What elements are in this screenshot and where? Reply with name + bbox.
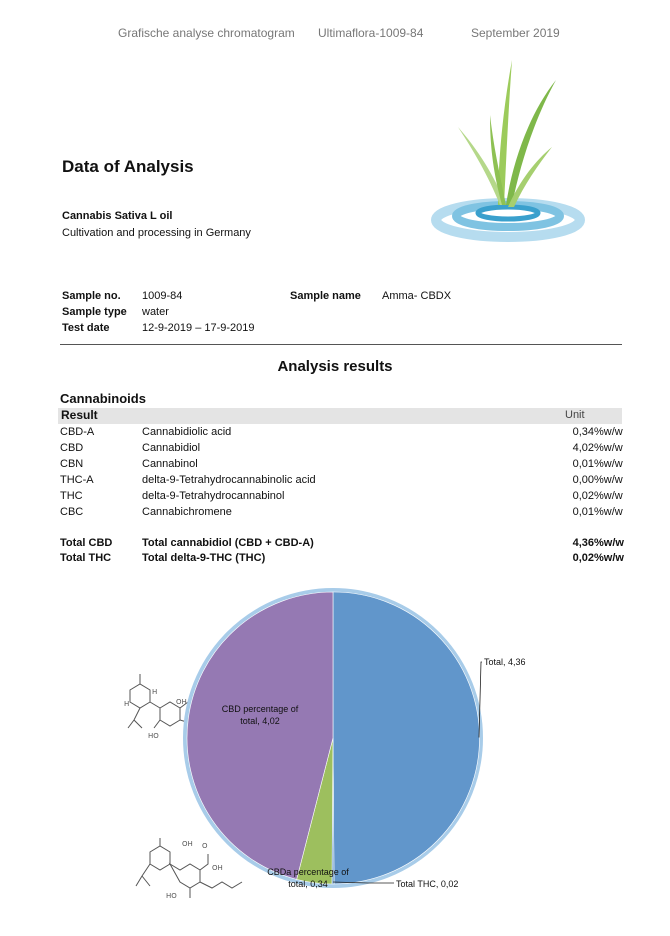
header-doc-type: Grafische analyse chromatogram	[118, 26, 295, 40]
sample-type-value: water	[142, 306, 169, 318]
row-unit: %w/w	[594, 474, 623, 486]
total-code: Total THC	[60, 552, 112, 564]
test-date-label: Test date	[62, 322, 110, 334]
row-value: 4,02	[572, 442, 594, 454]
row-unit: %w/w	[594, 426, 623, 438]
table-header-band	[58, 408, 622, 424]
category-title: Cannabinoids	[60, 391, 146, 406]
unit-header: Unit	[565, 409, 585, 421]
pie-chart	[0, 580, 670, 930]
table-row	[60, 440, 624, 456]
pie-slice-total	[333, 592, 480, 884]
totals-row	[60, 536, 624, 551]
row-code: CBD	[60, 442, 84, 454]
svg-text:OH: OH	[182, 840, 193, 848]
data-label-total-thc: Total THC, 0,02	[396, 879, 459, 889]
table-row	[60, 424, 624, 440]
total-name: Total cannabidiol (CBD + CBD-A)	[142, 537, 314, 549]
row-name: Cannabidiol	[142, 442, 201, 454]
row-value: 0,00	[572, 474, 594, 486]
sample-no-value: 1009-84	[142, 290, 183, 302]
table-row	[60, 504, 624, 520]
row-unit: %w/w	[594, 490, 623, 502]
row-code: THC	[60, 490, 83, 502]
totals-row	[60, 551, 624, 566]
row-name: delta-9-Tetrahydrocannabinol	[142, 490, 285, 502]
row-code: THC-A	[60, 474, 94, 486]
row-name: Cannabinol	[142, 458, 198, 470]
svg-text:O: O	[202, 842, 208, 850]
table-row	[60, 456, 624, 472]
sample-name-value: Amma- CBDX	[382, 290, 452, 302]
total-unit: %w/w	[594, 552, 624, 564]
svg-text:H: H	[124, 700, 130, 708]
svg-text:HO: HO	[148, 732, 159, 740]
section-title: Analysis results	[277, 358, 393, 375]
svg-text:OH: OH	[176, 698, 187, 706]
header-date: September 2019	[471, 26, 560, 40]
totals-table	[60, 536, 624, 566]
cultivation-note: Cultivation and processing in Germany	[62, 227, 251, 239]
data-label-cbda: CBDa percentage of total, 0,34	[267, 867, 349, 889]
test-date-value: 12-9-2019 – 17-9-2019	[142, 322, 255, 334]
sample-name-label: Sample name	[290, 290, 361, 302]
row-value: 0,34	[572, 426, 594, 438]
data-label-total: Total, 4,36	[484, 657, 526, 667]
row-code: CBN	[60, 458, 84, 470]
results-table	[60, 424, 624, 520]
sample-type-label: Sample type	[62, 306, 127, 318]
result-header: Result	[61, 408, 98, 422]
product-name: Cannabis Sativa L oil	[62, 210, 173, 222]
sample-no-label: Sample no.	[62, 290, 121, 302]
row-unit: %w/w	[594, 506, 623, 518]
cbda-molecule-illustration	[136, 838, 242, 900]
row-value: 0,01	[572, 458, 594, 470]
document-title: Data of Analysis	[62, 157, 194, 176]
row-value: 0,01	[572, 506, 594, 518]
header-product-code: Ultimaflora-1009-84	[318, 26, 424, 40]
total-code: Total CBD	[60, 537, 113, 549]
total-value: 4,36	[572, 537, 594, 549]
table-row	[60, 488, 624, 504]
table-row	[60, 472, 624, 488]
row-code: CBD-A	[60, 426, 95, 438]
svg-text:HO: HO	[166, 892, 177, 900]
row-name: Cannabichromene	[142, 506, 232, 518]
svg-text:OH: OH	[212, 864, 223, 872]
row-code: CBC	[60, 506, 84, 518]
row-unit: %w/w	[594, 442, 623, 454]
divider	[60, 344, 622, 345]
total-unit: %w/w	[594, 537, 624, 549]
row-name: delta-9-Tetrahydrocannabinolic acid	[142, 474, 316, 486]
row-value: 0,02	[572, 490, 594, 502]
total-name: Total delta-9-THC (THC)	[142, 552, 266, 564]
row-unit: %w/w	[594, 458, 623, 470]
company-logo	[428, 55, 588, 255]
data-label-cbd: CBD percentage of total, 4,02	[221, 704, 299, 726]
svg-text:H: H	[152, 688, 158, 696]
total-value: 0,02	[572, 552, 594, 564]
row-name: Cannabidiolic acid	[142, 426, 232, 438]
